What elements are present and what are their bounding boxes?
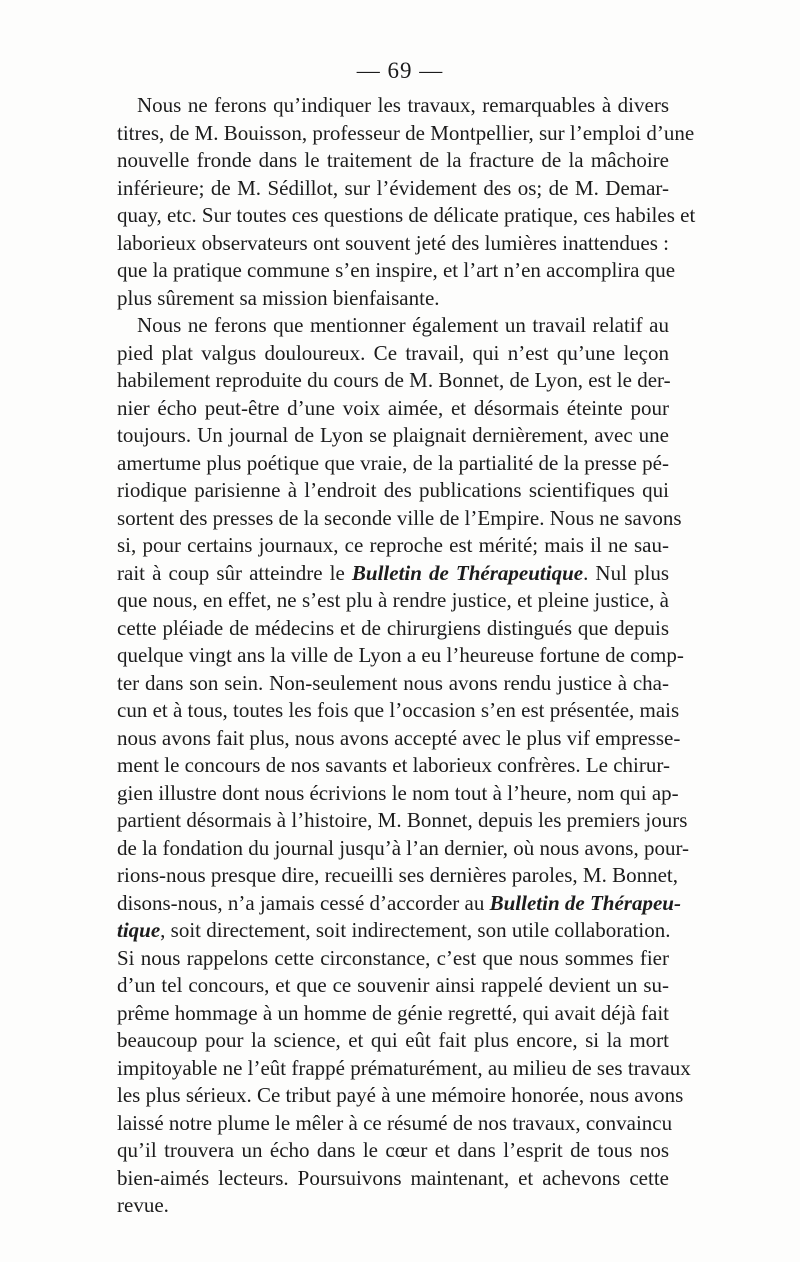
text-line: cun et à tous, toutes les fois que l’occasion s’en est présentée, mais — [117, 698, 680, 722]
text-line: laborieux observateurs ont souvent jeté des lumières inattendues : — [117, 230, 669, 255]
text-line: quelque vingt ans la ville de Lyon a eu l’heureuse fortune de comp- — [117, 643, 684, 667]
text-line: impitoyable ne l’eût frappé prématurément, au milieu de ses travaux — [117, 1055, 691, 1080]
text-line: gien illustre dont nous écrivions le nom tout à l’heure, nom qui ap- — [117, 780, 679, 805]
text-line: nouvelle fronde dans le traitement de la fracture de la mâchoire — [117, 148, 669, 172]
text-line: de la fondation du journal jusqu’à l’an dernier, où nous avons, pour- — [117, 835, 690, 860]
text-line: Nous ne ferons qu’indiquer les travaux, remarquables à divers — [137, 93, 669, 117]
text-line: ment le concours de nos savants et laborieux confrères. Le chirur- — [117, 753, 670, 777]
page-number: — 69 — — [356, 58, 444, 83]
text-line: tique, soit directement, soit indirectement, son utile collaboration. — [117, 918, 671, 942]
text-line: si, pour certains journaux, ce reproche est mérité; mais il ne sau- — [117, 533, 669, 557]
text-line: que la pratique commune s’en inspire, et l’art n’en accomplira que — [117, 258, 676, 282]
text-line: partient désormais à l’histoire, M. Bonnet, depuis les premiers jours — [117, 808, 688, 832]
text-line: nier écho peut-être d’une voix aimée, et désormais éteinte pour — [117, 395, 669, 420]
text-line: Nous ne ferons que mentionner également un travail relatif au — [137, 313, 669, 337]
text-line: sortent des presses de la seconde ville de l’Empire. Nous ne savons — [117, 505, 682, 530]
text-line: ter dans son sein. Non-seulement nous avons rendu justice à cha- — [117, 670, 669, 695]
text-line: disons-nous, n’a jamais cessé d’accorder au Bulletin de Thérapeu- — [117, 890, 681, 915]
text-line: titres, de M. Bouisson, professeur de Montpellier, sur l’emploi d’une — [117, 120, 695, 145]
journal-title-italic: tique — [117, 918, 161, 942]
text-line: revue. — [117, 1193, 169, 1217]
text-line: quay, etc. Sur toutes ces questions de délicate pratique, ces habiles et — [117, 203, 696, 227]
journal-title-italic: Bulletin de Thérapeutique — [351, 560, 584, 585]
text-line: pied plat valgus douloureux. Ce travail, qui n’est qu’une leçon — [117, 340, 669, 365]
text-line: les plus sérieux. Ce tribut payé à une mémoire honorée, nous avons — [117, 1083, 684, 1107]
text-line: rions-nous presque dire, recueilli ses dernières paroles, M. Bonnet, — [117, 863, 679, 887]
text-line: habilement reproduite du cours de M. Bonnet, de Lyon, est le der- — [117, 368, 671, 392]
text-line: Si nous rappelons cette circonstance, c’est que nous sommes fier — [117, 945, 669, 970]
body-text — [117, 92, 696, 1220]
text-line: nous avons fait plus, nous avons accepté avec le plus vif empresse- — [117, 725, 681, 750]
text-line: beaucoup pour la science, et qui eût fait plus encore, si la mort — [117, 1028, 669, 1052]
text-line: plus sûrement sa mission bienfaisante. — [117, 285, 440, 310]
journal-title-italic: Bulletin de Thérapeu- — [489, 890, 681, 915]
text-line: rait à coup sûr atteindre le Bulletin de Thérapeutique. Nul plus — [117, 560, 670, 585]
text-line: toujours. Un journal de Lyon se plaignait dernièrement, avec une — [117, 423, 669, 447]
text-line: prême hommage à un homme de génie regretté, qui avait déjà fait — [117, 1000, 669, 1025]
text-line: inférieure; de M. Sédillot, sur l’évidement des os; de M. Demar- — [117, 175, 669, 200]
text-line: cette pléiade de médecins et de chirurgiens distingués que depuis — [117, 615, 669, 640]
text-line: amertume plus poétique que vraie, de la partialité de la presse pé- — [117, 450, 669, 475]
text-line: que nous, en effet, ne s’est plu à rendre justice, et pleine justice, à — [117, 588, 669, 612]
text-line: laissé notre plume le mêler à ce résumé de nos travaux, convaincu — [117, 1110, 673, 1135]
text-line: bien-aimés lecteurs. Poursuivons maintenant, et achevons cette — [117, 1165, 669, 1190]
text-line: d’un tel concours, et que ce souvenir ainsi rappelé devient un su- — [117, 973, 669, 997]
text-line: qu’il trouvera un écho dans le cœur et dans l’esprit de tous nos — [117, 1138, 669, 1162]
text-line: riodique parisienne à l’endroit des publications scientifiques qui — [117, 478, 669, 502]
